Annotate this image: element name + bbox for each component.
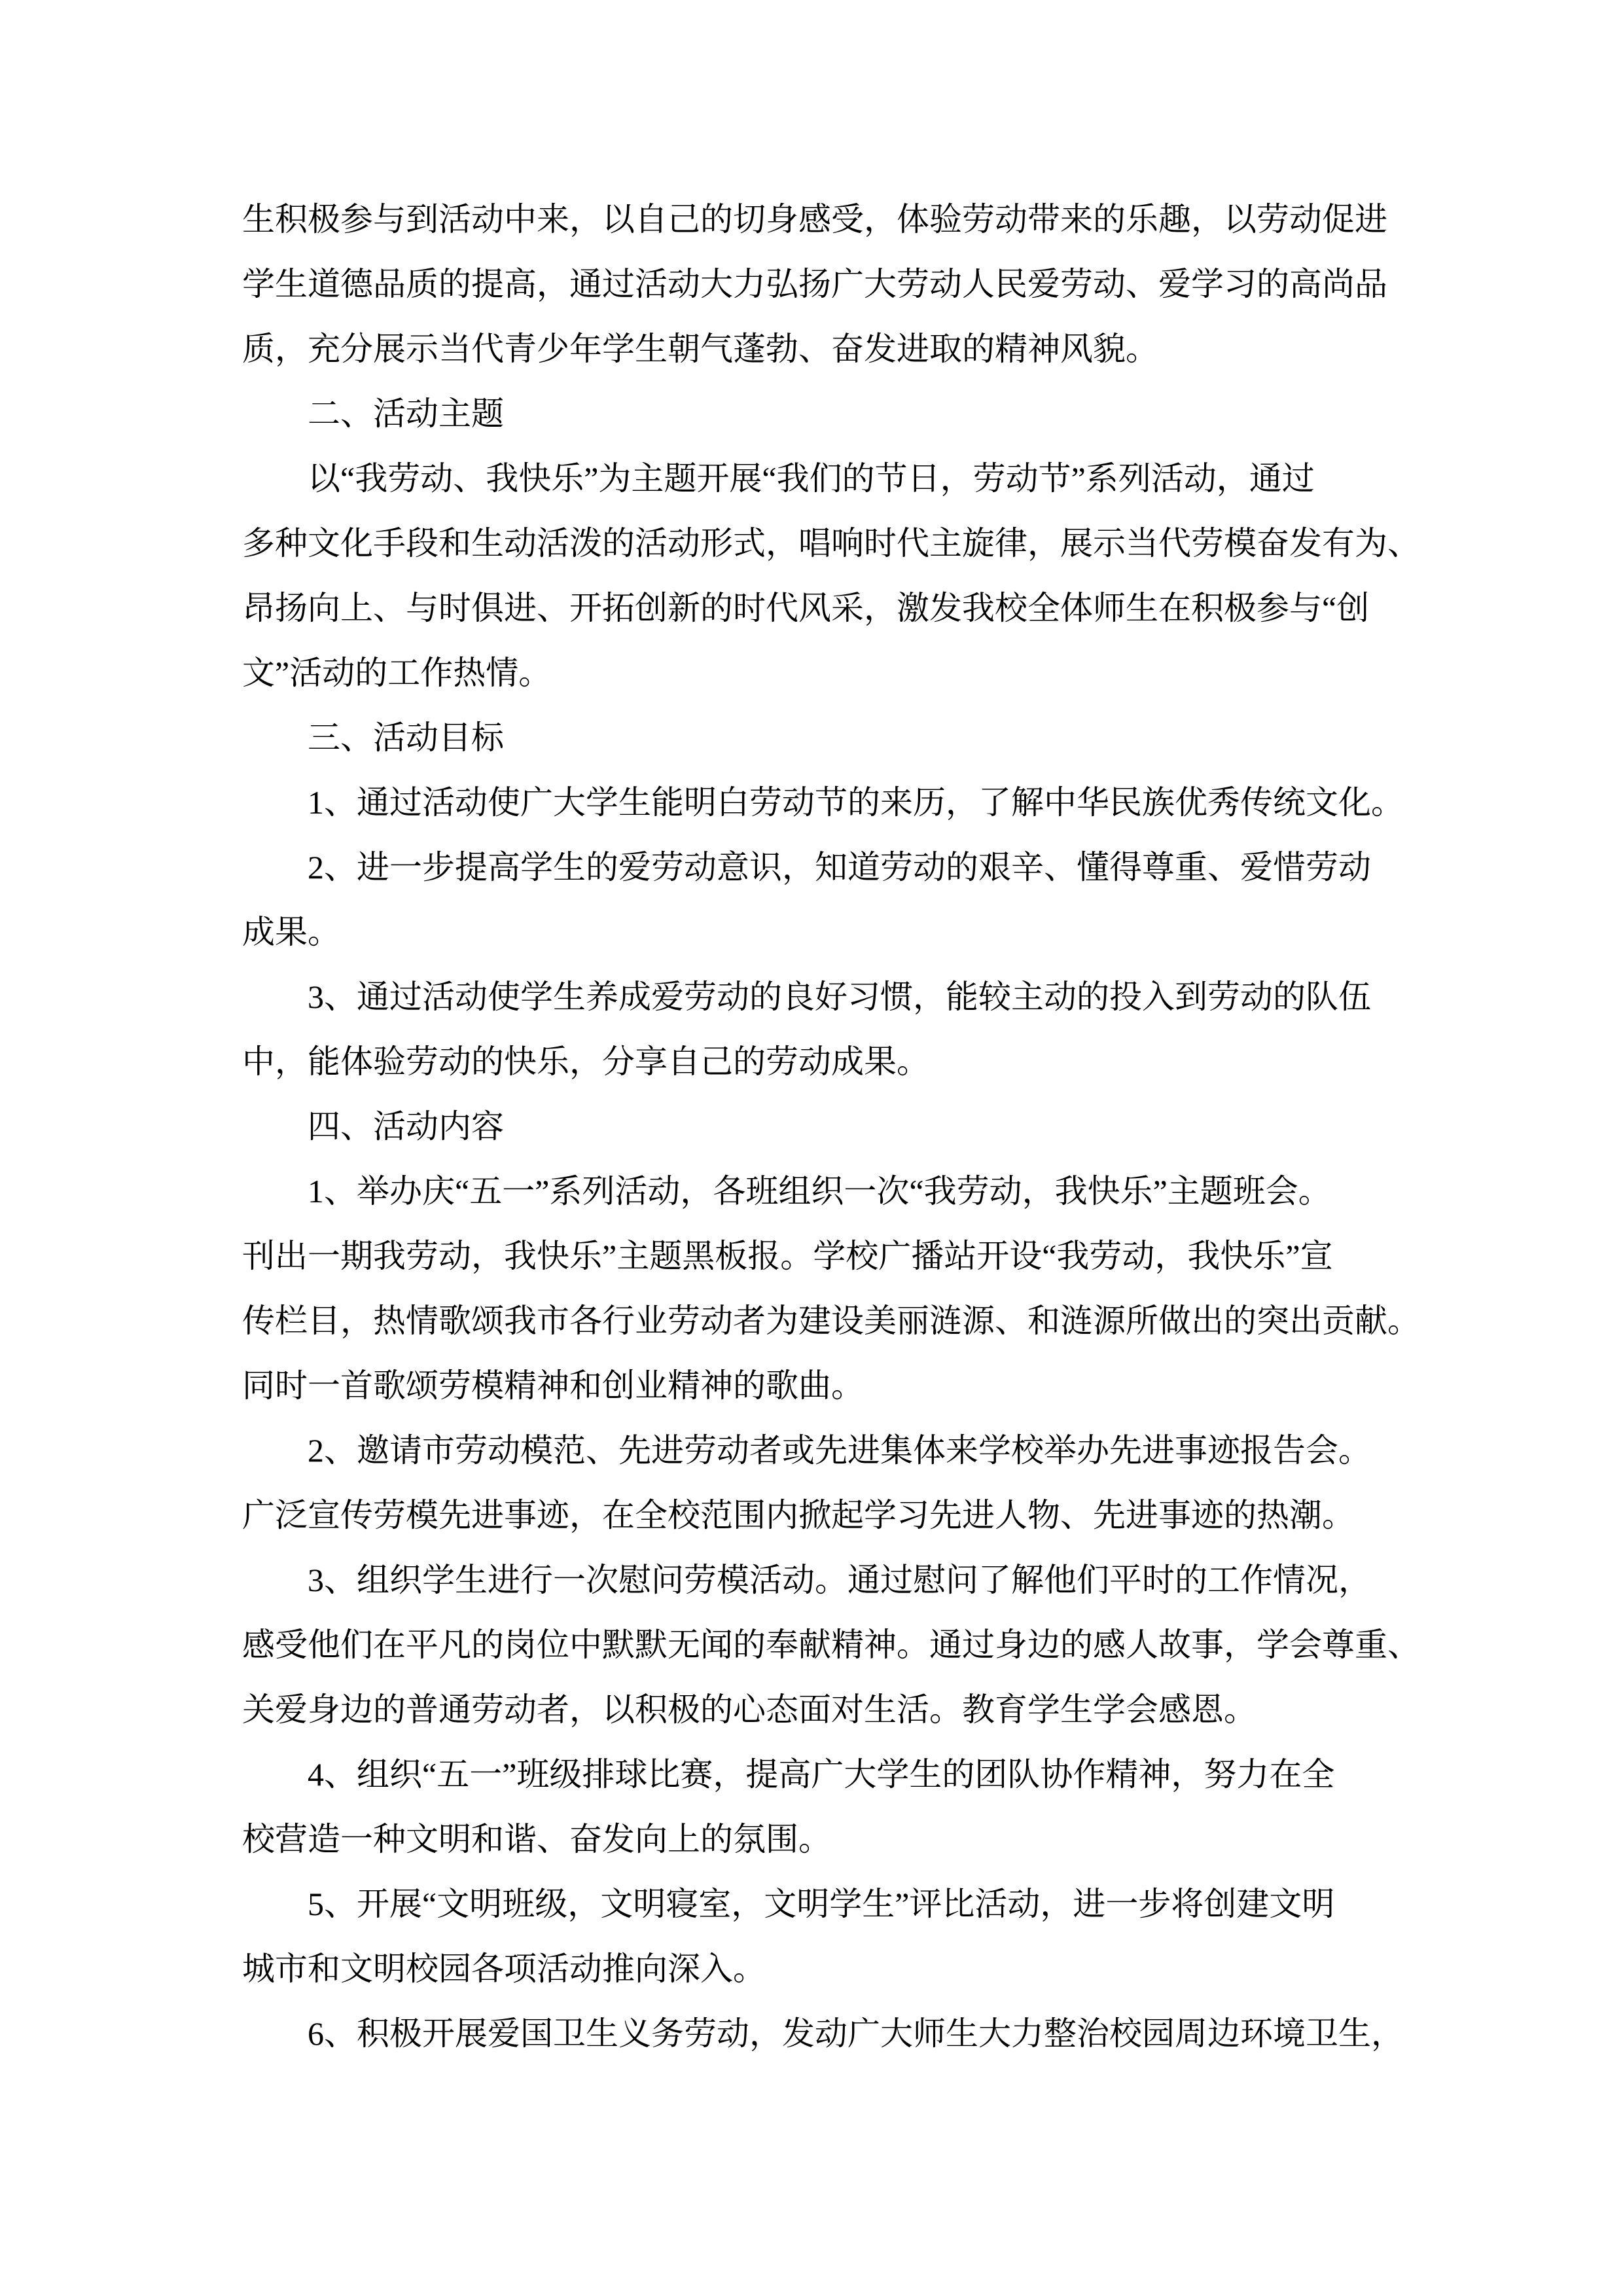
text-line: 生积极参与到活动中来，以自己的切身感受，体验劳动带来的乐趣，以劳动促进 xyxy=(242,201,1387,238)
text-line: 成果。 xyxy=(242,914,340,950)
text-line: 3、通过活动使学生养成爱劳动的良好习惯，能较主动的投入到劳动的队伍 xyxy=(242,978,1371,1015)
text-line: 传栏目，热情歌颂我市各行业劳动者为建设美丽涟源、和涟源所做出的突出贡献。 xyxy=(242,1302,1420,1339)
text-line: 刊出一期我劳动，我快乐”主题黑板报。学校广播站开设“我劳动，我快乐”宣 xyxy=(242,1238,1333,1274)
text-line: 4、组织“五一”班级排球比赛，提高广大学生的团队协作精神，努力在全 xyxy=(242,1756,1335,1793)
text-line: 昂扬向上、与时俱进、开拓创新的时代风采，激发我校全体师生在积极参与“创 xyxy=(242,590,1370,626)
text-line: 三、活动目标 xyxy=(242,719,504,756)
text-line: 3、组织学生进行一次慰问劳模活动。通过慰问了解他们平时的工作情况， xyxy=(242,1562,1371,1598)
text-line: 感受他们在平凡的岗位中默默无闻的奉献精神。通过身边的感人故事，学会尊重、 xyxy=(242,1626,1420,1663)
text-line: 5、开展“文明班级，文明寝室，文明学生”评比活动，进一步将创建文明 xyxy=(242,1886,1335,1922)
text-line: 1、通过活动使广大学生能明白劳动节的来历，了解中华民族优秀传统文化。 xyxy=(242,784,1404,821)
text-line: 同时一首歌颂劳模精神和创业精神的歌曲。 xyxy=(242,1367,864,1404)
text-line: 文”活动的工作热情。 xyxy=(242,655,552,691)
text-line: 校营造一种文明和谐、奋发向上的氛围。 xyxy=(242,1821,831,1857)
text-line: 城市和文明校园各项活动推向深入。 xyxy=(242,1950,766,1987)
text-line: 以“我劳动、我快乐”为主题开展“我们的节日，劳动节”系列活动，通过 xyxy=(242,460,1315,497)
document-body xyxy=(242,187,1427,2066)
text-line: 四、活动内容 xyxy=(242,1108,504,1145)
text-line: 中，能体验劳动的快乐，分享自己的劳动成果。 xyxy=(242,1043,929,1080)
text-line: 关爱身边的普通劳动者，以积极的心态面对生活。教育学生学会感恩。 xyxy=(242,1691,1257,1728)
text-line: 广泛宣传劳模先进事迹，在全校范围内掀起学习先进人物、先进事迹的热潮。 xyxy=(242,1497,1355,1534)
text-line: 学生道德品质的提高，通过活动大力弘扬广大劳动人民爱劳动、爱学习的高尚品 xyxy=(242,266,1387,302)
text-line: 6、积极开展爱国卫生义务劳动，发动广大师生大力整治校园周边环境卫生， xyxy=(242,2015,1404,2052)
text-line: 1、举办庆“五一”系列活动，各班组织一次“我劳动，我快乐”主题班会。 xyxy=(242,1173,1331,1210)
text-line: 质，充分展示当代青少年学生朝气蓬勃、奋发进取的精神风貌。 xyxy=(242,331,1158,367)
text-line: 2、邀请市劳动模范、先进劳动者或先进集体来学校举办先进事迹报告会。 xyxy=(242,1432,1371,1469)
text-line: 多种文化手段和生动活泼的活动形式，唱响时代主旋律，展示当代劳模奋发有为、 xyxy=(242,525,1420,562)
text-line: 2、进一步提高学生的爱劳动意识，知道劳动的艰辛、懂得尊重、爱惜劳动 xyxy=(242,849,1371,886)
text-line: 二、活动主题 xyxy=(242,395,504,432)
